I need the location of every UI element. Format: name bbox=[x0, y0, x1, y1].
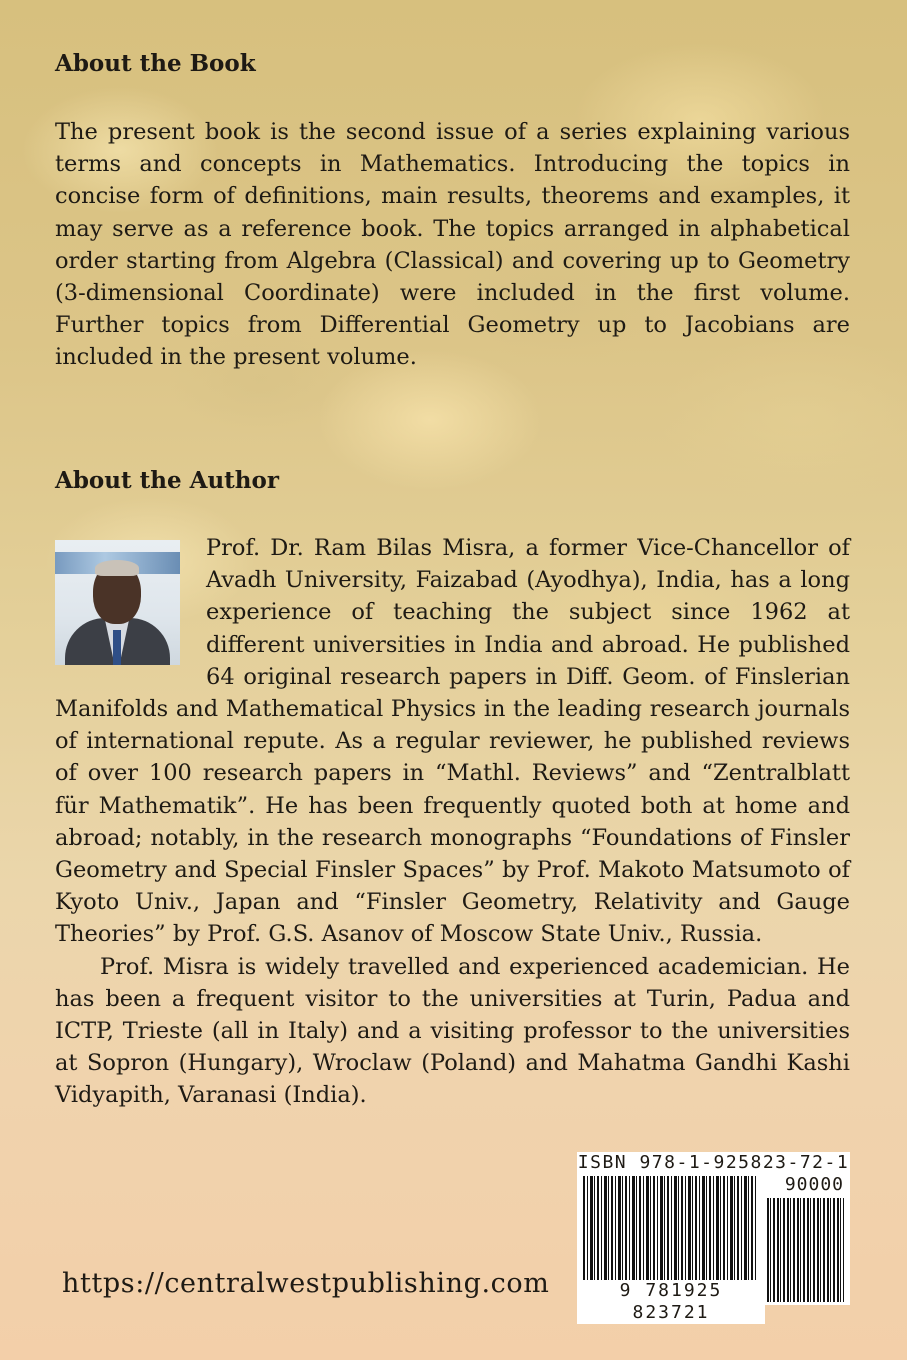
about-book-heading: About the Book bbox=[55, 50, 256, 77]
about-book-text: The present book is the second issue of a series explaining various terms and concepts in Mathematics. Introducing the topics in concise form of definitions, main results, theorems and examples, it may serve as a reference book. The topics arranged in alphabetical order starting from Algebra (Classical) and covering up to Geometry (3-dimensional Coordinate) were included in the first volume. Further topics from Differential Geometry up to Jacobians are included in the present volume. bbox=[55, 119, 850, 371]
about-book-section bbox=[55, 116, 850, 374]
publisher-url[interactable]: https://centralwestpublishing.com bbox=[62, 1268, 550, 1299]
author-photo bbox=[55, 540, 180, 665]
isbn-barcode bbox=[577, 1152, 850, 1323]
author-travel-paragraph: Prof. Misra is widely travelled and experienced academician. He has been a frequent visitor to the universities at Turin, Padua and ICTP, Trieste (all in Italy) and a visiting professor to the universities at Sopron (Hungary), Wroclaw (Poland) and Mahatma Gandhi Kashi Vidyapith, Varanasi (India). bbox=[55, 953, 850, 1109]
isbn-label: ISBN 978-1-925823-72-1 bbox=[577, 1152, 850, 1173]
about-author-heading: About the Author bbox=[55, 467, 279, 494]
addon-barcode-bars bbox=[767, 1198, 844, 1302]
author-bio-paragraph: Prof. Dr. Ram Bilas Misra, a former Vice-Chancellor of Avadh University, Faizabad (Ayodhya), India, has a long experience of teaching the subject since 1962 at different universities in India and abroad. He published 64 original research papers in Diff. Geom. of Finslerian Manifolds and Mathematical Physics in the leading research journals of international repute. As a regular reviewer, he published reviews of over 100 research papers in “Mathl. Reviews” and “Zentralblatt für Mathematik”. He has been frequently quoted both at home and abroad; notably, in the research monographs “Foundations of Finsler Geometry and Special Finsler Spaces” by Prof. Makoto Matsumoto of Kyoto Univ., Japan and “Finsler Geometry, Relativity and Gauge Theories” by Prof. G.S. Asanov of Moscow State Univ., Russia. bbox=[55, 535, 850, 948]
ean-digits: 9 781925 823721 bbox=[577, 1280, 765, 1324]
about-author-section bbox=[55, 532, 850, 1112]
price-code: 90000 bbox=[784, 1174, 844, 1195]
ean-barcode-bars bbox=[583, 1176, 758, 1281]
